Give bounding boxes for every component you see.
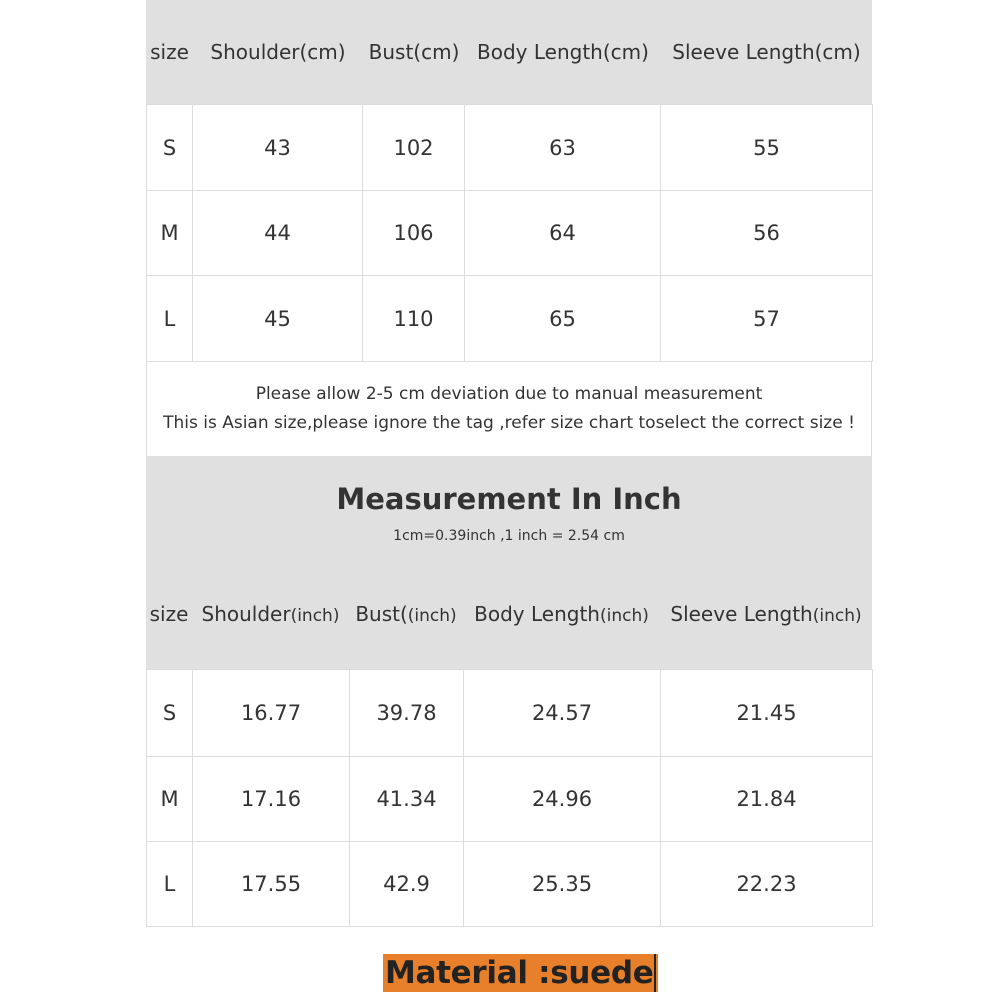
cell-size: M: [147, 191, 193, 276]
header-size: size: [149, 602, 189, 626]
text-caret: [654, 954, 656, 992]
material-label: [383, 954, 658, 992]
header-bust: Bust(cm): [368, 40, 460, 64]
cell-sleeve-length: 21.84: [661, 757, 873, 842]
cell-bust: 39.78: [350, 670, 464, 757]
cell-bust: 110: [363, 276, 465, 362]
header-sleeve-length: Sleeve Length(cm): [672, 40, 861, 64]
inch-section-header: [146, 456, 872, 559]
cell-sleeve-length: 21.45: [661, 670, 873, 757]
header-size: size: [150, 40, 189, 64]
cell-sleeve-length: 56: [661, 191, 873, 276]
cell-bust: 102: [363, 105, 465, 191]
cell-size: L: [147, 842, 193, 927]
header-shoulder: Shoulder(inch): [201, 602, 340, 626]
header-bust: Bust((inch): [355, 602, 457, 626]
cell-size: L: [147, 276, 193, 362]
cell-body-length: 63: [465, 105, 661, 191]
cm-table: [146, 104, 873, 362]
table-row: [147, 276, 873, 362]
header-sleeve-length: Sleeve Length(inch): [670, 602, 862, 626]
cell-body-length: 25.35: [464, 842, 661, 927]
material-text: Material :suede: [385, 955, 654, 991]
cell-body-length: 65: [465, 276, 661, 362]
inch-table: [146, 669, 873, 927]
measurement-notes: [146, 362, 872, 456]
cell-shoulder: 43: [193, 105, 363, 191]
table-row: [147, 191, 873, 276]
table-row: [147, 842, 873, 927]
cell-shoulder: 17.16: [193, 757, 350, 842]
cell-size: S: [147, 105, 193, 191]
table-row: [147, 105, 873, 191]
cell-body-length: 64: [465, 191, 661, 276]
inch-header-row: [146, 559, 872, 669]
cell-shoulder: 45: [193, 276, 363, 362]
header-body-length: Body Length(inch): [474, 602, 649, 626]
header-shoulder: Shoulder(cm): [210, 40, 346, 64]
inch-section-title: Measurement In Inch: [336, 482, 682, 516]
cell-size: S: [147, 670, 193, 757]
table-row: [147, 670, 873, 757]
header-body-length: Body Length(cm): [477, 40, 649, 64]
cell-body-length: 24.57: [464, 670, 661, 757]
cell-size: M: [147, 757, 193, 842]
cell-sleeve-length: 22.23: [661, 842, 873, 927]
cell-bust: 42.9: [350, 842, 464, 927]
size-chart: [146, 0, 872, 927]
cell-shoulder: 44: [193, 191, 363, 276]
cell-sleeve-length: 57: [661, 276, 873, 362]
cell-sleeve-length: 55: [661, 105, 873, 191]
note-deviation: Please allow 2-5 cm deviation due to manual measurement: [255, 384, 763, 404]
cm-header-row: [146, 0, 872, 104]
conversion-note: 1cm=0.39inch ,1 inch = 2.54 cm: [393, 528, 625, 544]
cell-body-length: 24.96: [464, 757, 661, 842]
note-asian-size: This is Asian size,please ignore the tag ,refer size chart toselect the correct size !: [163, 413, 855, 433]
cell-shoulder: 16.77: [193, 670, 350, 757]
cell-bust: 106: [363, 191, 465, 276]
cell-bust: 41.34: [350, 757, 464, 842]
table-row: [147, 757, 873, 842]
cell-shoulder: 17.55: [193, 842, 350, 927]
